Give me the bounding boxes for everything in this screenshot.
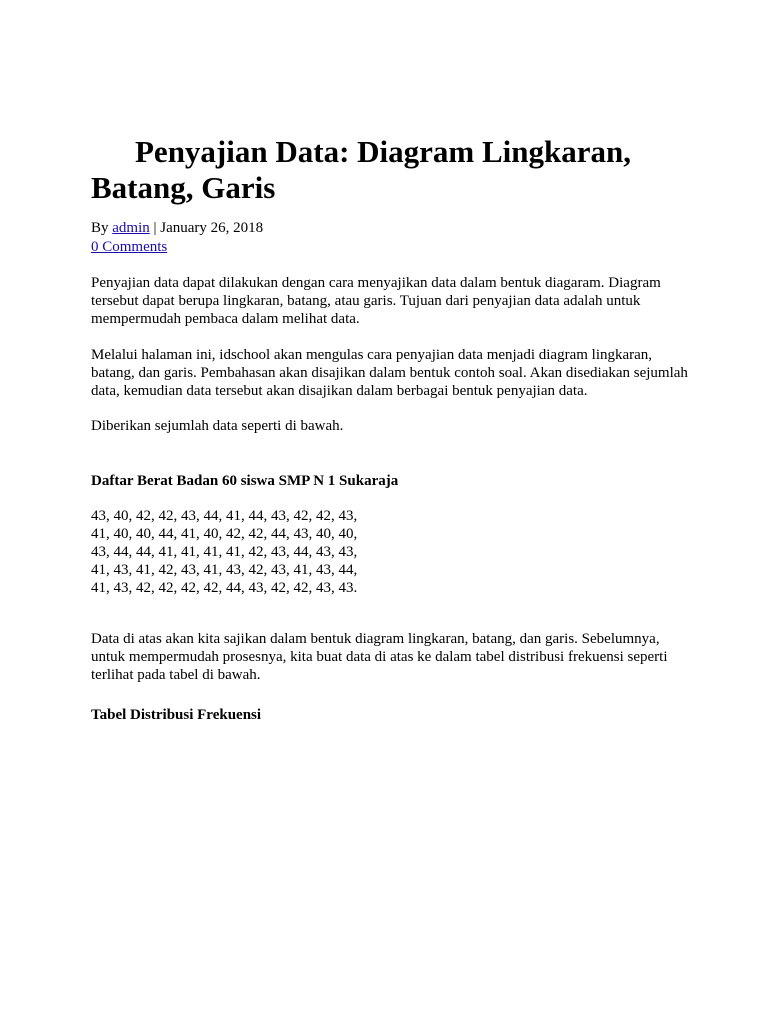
post-date: January 26, 2018 <box>160 220 264 236</box>
paragraph-data-intro: Diberikan sejumlah data seperti di bawah. <box>91 418 344 434</box>
data-line: 41, 40, 40, 44, 41, 40, 42, 42, 44, 43, 40, 40, <box>91 526 358 542</box>
table-heading: Tabel Distribusi Frekuensi <box>91 707 262 723</box>
article-title: Penyajian Data: Diagram Lingkaran, Batang, Garis <box>91 134 631 205</box>
paragraph-overview: Melalui halaman ini, idschool akan mengulas cara penyajian data menjadi diagram lingkaran, batang, dan garis. Pembahasan akan disajikan dalam bentuk contoh soal. Akan disediakan sejumlah data, kemudian data tersebut akan disajikan dalam berbagai bentuk penyajian data. <box>91 347 688 399</box>
post-meta <box>91 219 263 238</box>
comments-link[interactable]: 0 Comments <box>91 239 168 255</box>
weight-data-list <box>91 507 357 597</box>
meta-separator: | <box>153 220 157 236</box>
data-line: 43, 40, 42, 42, 43, 44, 41, 44, 43, 42, 42, 43, <box>91 508 358 524</box>
author-link[interactable]: admin <box>112 220 150 236</box>
by-label: By <box>91 220 109 236</box>
data-line: 43, 44, 44, 41, 41, 41, 41, 42, 43, 44, 43, 43, <box>91 544 358 560</box>
data-line: 41, 43, 41, 42, 43, 41, 43, 42, 43, 41, 43, 44, <box>91 562 358 578</box>
comments-row <box>91 238 167 257</box>
paragraph-table-intro: Data di atas akan kita sajikan dalam bentuk diagram lingkaran, batang, dan garis. Sebelumnya, untuk mempermudah prosesnya, kita buat data di atas ke dalam tabel distribusi frekuensi seperti terlihat pada tabel di bawah. <box>91 631 668 683</box>
data-line: 41, 43, 42, 42, 42, 42, 44, 43, 42, 42, 43, 43. <box>91 580 358 596</box>
paragraph-intro: Penyajian data dapat dilakukan dengan cara menyajikan data dalam bentuk diagaram. Diagram tersebut dapat berupa lingkaran, batang, atau garis. Tujuan dari penyajian data adalah untuk mempermudah pembaca dalam melihat data. <box>91 275 661 327</box>
data-heading: Daftar Berat Badan 60 siswa SMP N 1 Sukaraja <box>91 473 399 489</box>
